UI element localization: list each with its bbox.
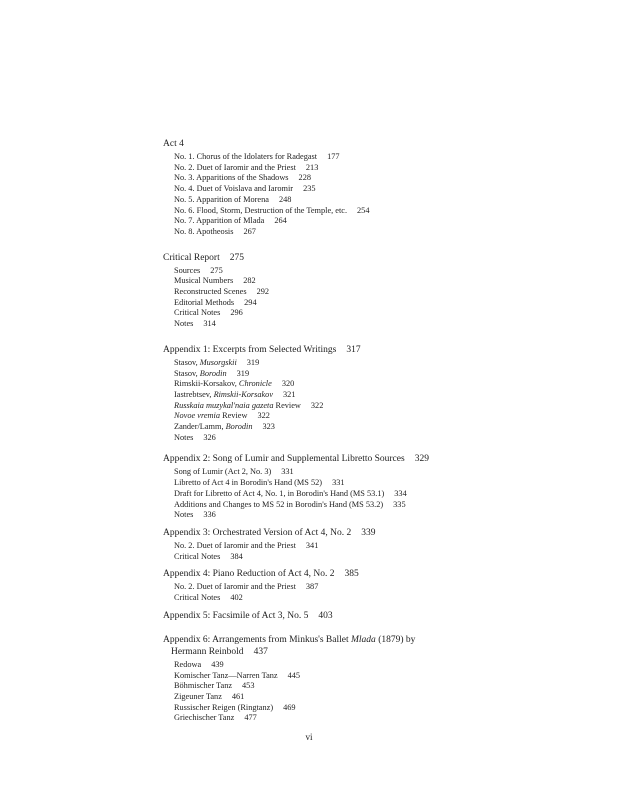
toc-section bbox=[163, 138, 483, 238]
entry-title: Critical Notes bbox=[174, 593, 221, 603]
entry-title: No. 8. Apotheosis bbox=[174, 226, 234, 236]
toc-entry bbox=[174, 216, 483, 227]
section-title: Appendix 1: Excerpts from Selected Writings bbox=[163, 344, 337, 355]
entry-title: Böhmischer Tanz bbox=[174, 681, 233, 691]
toc-section bbox=[163, 344, 483, 444]
toc-entry bbox=[174, 276, 483, 287]
entry-page-number: 267 bbox=[243, 226, 256, 236]
page-number: vi bbox=[305, 732, 313, 742]
toc-entry bbox=[174, 390, 483, 401]
entry-page-number: 477 bbox=[244, 713, 257, 723]
section-title: Critical Report bbox=[163, 252, 220, 263]
entry-page-number: 402 bbox=[230, 593, 243, 603]
entry-title: Russischer Reigen (Ringtanz) bbox=[174, 702, 274, 712]
section-heading bbox=[163, 344, 483, 356]
toc-section bbox=[163, 527, 483, 562]
entry-title: No. 2. Duet of Iaromir and the Priest bbox=[174, 162, 296, 172]
entry-title-part: Stasov, bbox=[174, 357, 200, 367]
entry-title-italic: Borodin bbox=[199, 368, 227, 378]
toc-entry bbox=[174, 358, 483, 369]
entry-list bbox=[174, 541, 483, 562]
entry-title-part: Rimskii-Korsakov, bbox=[174, 379, 239, 389]
toc-entry bbox=[174, 552, 483, 563]
entry-page-number: 254 bbox=[357, 205, 370, 215]
entry-title-part: Stasov, bbox=[174, 368, 200, 378]
entry-title-part: Zander/Lamm, bbox=[174, 422, 226, 432]
entry-page-number: 264 bbox=[274, 216, 287, 226]
entry-title: No. 5. Apparition of Morena bbox=[174, 194, 269, 204]
toc-entry bbox=[174, 173, 483, 184]
toc-entry bbox=[174, 467, 483, 478]
entry-page-number: 320 bbox=[281, 379, 295, 389]
toc-entry bbox=[174, 582, 483, 593]
entry-title: Griechischer Tanz bbox=[174, 713, 235, 723]
entry-title: Critical Notes bbox=[174, 308, 221, 318]
section-title: Appendix 2: Song of Lumir and Supplemental Libretto Sources bbox=[163, 454, 405, 465]
toc-entry bbox=[174, 660, 483, 671]
section-heading bbox=[163, 610, 483, 622]
entry-list bbox=[174, 152, 483, 238]
toc-entry bbox=[174, 206, 483, 217]
toc-section bbox=[163, 634, 483, 724]
toc-entry bbox=[174, 152, 483, 163]
entry-title-part: Iastrebtsev, bbox=[174, 389, 214, 399]
entry-title-italic: Chronicle bbox=[238, 379, 272, 389]
entry-title-part: Review bbox=[220, 411, 248, 421]
entry-title: Reconstructed Scenes bbox=[174, 287, 247, 297]
toc-entry bbox=[174, 671, 483, 682]
entry-title: Sources bbox=[174, 265, 201, 275]
section-page-number: 385 bbox=[344, 569, 359, 580]
entry-title-part: Review bbox=[273, 400, 301, 410]
entry-page-number: 275 bbox=[210, 265, 223, 275]
toc-entry bbox=[174, 319, 483, 330]
entry-page-number: 384 bbox=[230, 551, 243, 561]
entry-title: No. 7. Apparition of Mlada bbox=[174, 216, 265, 226]
toc-entry bbox=[174, 195, 483, 206]
entry-page-number: 213 bbox=[305, 162, 319, 172]
toc-entry bbox=[174, 287, 483, 298]
toc-entry bbox=[174, 163, 483, 174]
entry-title: No. 3. Apparitions of the Shadows bbox=[174, 173, 289, 183]
entry-page-number: 319 bbox=[246, 357, 260, 367]
toc-entry bbox=[174, 510, 483, 521]
entry-page-number: 326 bbox=[203, 432, 216, 442]
toc-section bbox=[163, 453, 483, 521]
section-heading bbox=[163, 527, 483, 539]
section-heading bbox=[163, 453, 483, 465]
entry-page-number: 294 bbox=[244, 297, 257, 307]
section-page-number: 275 bbox=[229, 252, 244, 263]
entry-title: No. 6. Flood, Storm, Destruction of the Temple, etc. bbox=[174, 205, 348, 215]
entry-title: No. 2. Duet of Iaromir and the Priest bbox=[174, 540, 296, 550]
section-title-part: Hermann Reinbold bbox=[171, 646, 244, 657]
entry-page-number: 461 bbox=[231, 691, 245, 701]
entry-page-number: 453 bbox=[242, 681, 255, 691]
entry-page-number: 321 bbox=[283, 389, 296, 399]
entry-page-number: 334 bbox=[394, 488, 407, 498]
entry-page-number: 323 bbox=[262, 422, 275, 432]
section-heading bbox=[163, 138, 483, 150]
entry-page-number: 177 bbox=[327, 152, 340, 161]
entry-page-number: 282 bbox=[243, 276, 256, 286]
toc-entry bbox=[174, 411, 483, 422]
section-heading bbox=[163, 634, 483, 658]
section-title-italic: Mlada bbox=[351, 634, 376, 645]
toc-entry bbox=[174, 184, 483, 195]
entry-list bbox=[174, 582, 483, 603]
toc-entry bbox=[174, 593, 483, 604]
entry-title: Additions and Changes to MS 52 in Borodin's Hand (MS 53.2) bbox=[174, 499, 384, 509]
entry-page-number: 336 bbox=[203, 510, 216, 520]
entry-title: Editorial Methods bbox=[174, 297, 235, 307]
section-title: Act 4 bbox=[163, 139, 184, 149]
entry-title: Song of Lumir (Act 2, No. 3) bbox=[174, 467, 272, 477]
entry-page-number: 322 bbox=[310, 400, 324, 410]
section-page-number: 437 bbox=[253, 646, 268, 657]
entry-title: No. 2. Duet of Iaromir and the Priest bbox=[174, 582, 296, 592]
section-title-part: (1879) by bbox=[375, 634, 416, 645]
entry-page-number: 248 bbox=[278, 194, 292, 204]
entry-title-italic: Novoe vremia bbox=[174, 411, 221, 421]
toc-entry bbox=[174, 433, 483, 444]
entry-page-number: 319 bbox=[236, 368, 250, 378]
entry-title: Zigeuner Tanz bbox=[174, 691, 222, 701]
entry-title: Notes bbox=[174, 510, 194, 520]
entry-page-number: 228 bbox=[298, 173, 311, 183]
toc-entry bbox=[174, 401, 483, 412]
toc-entry bbox=[174, 500, 483, 511]
entry-title: Notes bbox=[174, 432, 194, 442]
entry-page-number: 296 bbox=[230, 308, 243, 318]
entry-title: Libretto of Act 4 in Borodin's Hand (MS 52) bbox=[174, 478, 323, 488]
toc-entry bbox=[174, 369, 483, 380]
entry-page-number: 439 bbox=[211, 659, 224, 669]
entry-title: Notes bbox=[174, 319, 194, 329]
section-title: Appendix 3: Orchestrated Version of Act 4, No. 2 bbox=[163, 527, 352, 538]
toc-entry bbox=[174, 266, 483, 277]
toc-entry bbox=[174, 422, 483, 433]
entry-list bbox=[174, 467, 483, 521]
entry-title: Redowa bbox=[174, 659, 202, 669]
section-title-part: Appendix 6: Arrangements from Minkus's Ballet bbox=[163, 634, 351, 645]
entry-page-number: 292 bbox=[256, 287, 270, 297]
entry-title: Critical Notes bbox=[174, 551, 221, 561]
section-page-number: 403 bbox=[318, 610, 333, 621]
toc-entry bbox=[174, 703, 483, 714]
entry-title: Musical Numbers bbox=[174, 276, 234, 286]
entry-title-italic: Borodin bbox=[225, 422, 253, 432]
toc-entry bbox=[174, 541, 483, 552]
section-heading bbox=[163, 252, 483, 264]
entry-page-number: 445 bbox=[287, 670, 301, 680]
toc-entry bbox=[174, 478, 483, 489]
entry-page-number: 341 bbox=[305, 540, 319, 550]
toc-entry bbox=[174, 489, 483, 500]
section-page-number: 339 bbox=[361, 527, 376, 538]
toc-section bbox=[163, 610, 483, 622]
section-page-number: 317 bbox=[346, 344, 361, 355]
entry-page-number: 322 bbox=[257, 411, 270, 421]
entry-page-number: 314 bbox=[203, 319, 216, 329]
section-heading bbox=[163, 568, 483, 580]
entry-title: Draft for Libretto of Act 4, No. 1, in Borodin's Hand (MS 53.1) bbox=[174, 488, 385, 498]
section-page-number: 329 bbox=[414, 454, 429, 465]
entry-title-italic: Russkaia muzykal'naia gazeta bbox=[174, 400, 274, 410]
toc-entry bbox=[174, 713, 483, 724]
entry-title-italic: Rimskii-Korsakov bbox=[213, 389, 274, 399]
entry-page-number: 387 bbox=[305, 582, 319, 592]
entry-list bbox=[174, 358, 483, 444]
entry-title-italic: Musorgskii bbox=[199, 357, 237, 367]
section-title: Appendix 5: Facsimile of Act 3, No. 5 bbox=[163, 610, 309, 621]
section-title-continued bbox=[163, 646, 483, 658]
toc-section bbox=[163, 568, 483, 603]
entry-page-number: 235 bbox=[303, 184, 316, 194]
entry-title: No. 1. Chorus of the Idolaters for Radegast bbox=[174, 152, 318, 161]
entry-page-number: 331 bbox=[281, 467, 294, 477]
entry-list bbox=[174, 660, 483, 724]
entry-title: Komischer Tanz—Narren Tanz bbox=[174, 670, 278, 680]
entry-title: No. 4. Duet of Voislava and Iaromir bbox=[174, 184, 294, 194]
toc-entry bbox=[174, 681, 483, 692]
toc-entry bbox=[174, 692, 483, 703]
toc-entry bbox=[174, 308, 483, 319]
entry-page-number: 335 bbox=[393, 499, 406, 509]
toc-entry bbox=[174, 379, 483, 390]
entry-page-number: 331 bbox=[332, 478, 345, 488]
toc-entry bbox=[174, 227, 483, 238]
toc-entry bbox=[174, 298, 483, 309]
toc-section bbox=[163, 252, 483, 330]
table-of-contents bbox=[163, 138, 483, 734]
entry-page-number: 469 bbox=[283, 702, 296, 712]
entry-list bbox=[174, 266, 483, 330]
section-title: Appendix 4: Piano Reduction of Act 4, No. 2 bbox=[163, 569, 335, 580]
